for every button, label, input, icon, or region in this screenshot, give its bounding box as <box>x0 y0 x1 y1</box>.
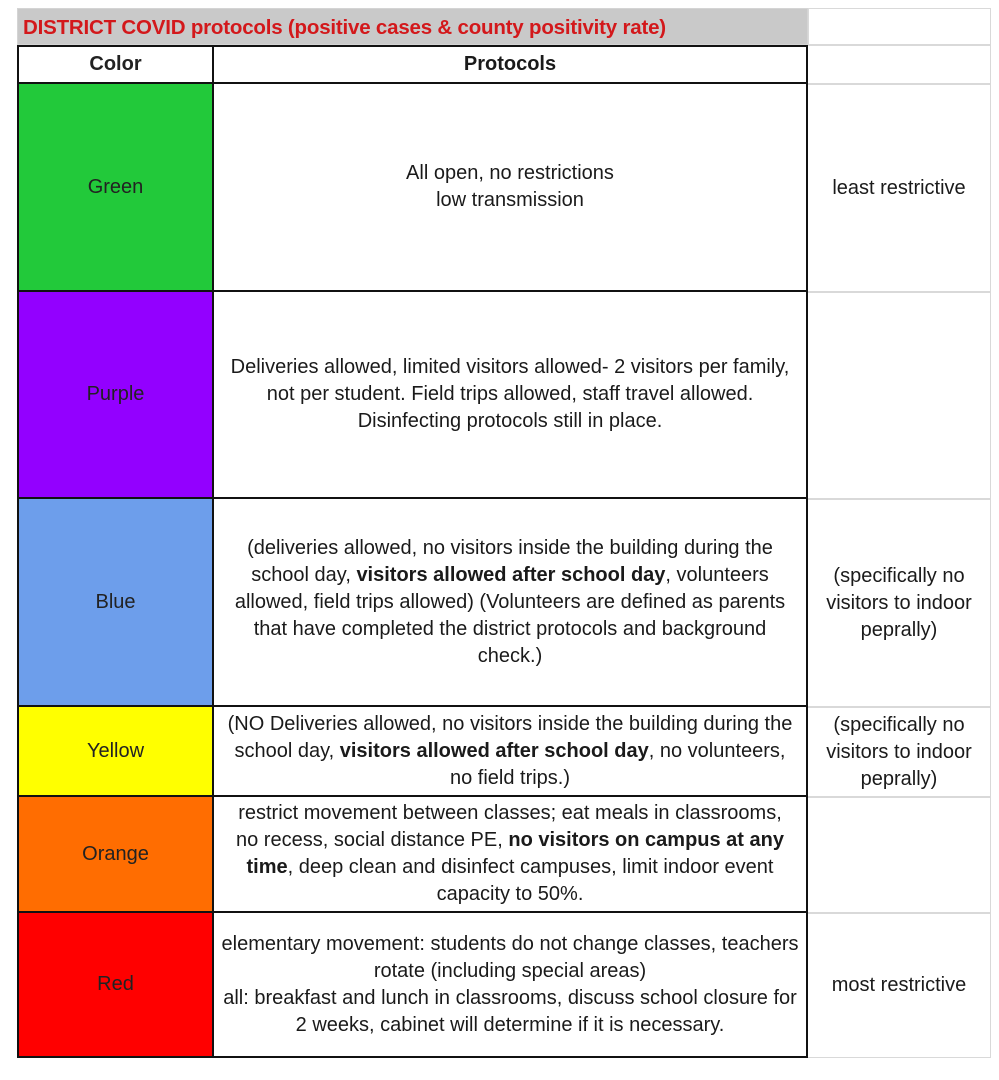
color-cell <box>19 292 214 497</box>
table-row-purple <box>17 292 991 499</box>
color-cell <box>19 707 214 795</box>
protocol-text <box>220 931 800 1039</box>
protocol-line: All open, no restrictions <box>406 162 614 184</box>
restriction-note: (specifically no visitors to indoor peprally) <box>826 564 972 641</box>
note-cell <box>808 707 991 797</box>
table-row-yellow <box>17 707 991 797</box>
note-cell <box>808 499 991 707</box>
color-name: Blue <box>95 590 136 613</box>
protocol-line: all: breakfast and lunch in classrooms, discuss school closure for 2 weeks, cabinet will determine if it is necessary. <box>223 986 797 1036</box>
empty-cell <box>808 8 991 45</box>
color-name: Purple <box>86 383 145 405</box>
color-cell <box>19 84 214 290</box>
empty-cell <box>808 45 991 84</box>
color-name: Orange <box>82 842 149 865</box>
header-color: Color <box>19 47 214 82</box>
protocol-emphasis: visitors allowed after school day <box>339 739 649 762</box>
protocol-fragment: , deep clean and disinfect campuses, limit indoor event capacity to 50%. <box>287 856 774 905</box>
restriction-note: most restrictive <box>831 974 967 996</box>
color-cell <box>19 499 214 705</box>
protocol-fragment: (NO Deliveries allowed, no visitors inside the building during the school day, <box>227 712 793 762</box>
table-row-red <box>17 913 991 1058</box>
protocol-fragment: , no volunteers, no field trips.) <box>449 739 786 789</box>
table-row-blue <box>17 499 991 707</box>
note-cell <box>808 292 991 499</box>
protocol-emphasis: no visitors on campus at any time <box>246 829 784 878</box>
protocol-text <box>220 354 800 435</box>
header-protocols: Protocols <box>463 53 557 75</box>
protocol-cell <box>214 84 806 290</box>
color-cell <box>19 797 214 911</box>
protocol-cell <box>214 707 806 795</box>
header-row <box>17 45 991 84</box>
note-cell <box>808 913 991 1058</box>
note-cell <box>808 797 991 913</box>
protocol-line: elementary movement: students do not change classes, teachers rotate (including special areas) <box>221 932 799 982</box>
protocol-cell <box>214 499 806 705</box>
color-cell <box>19 913 214 1056</box>
table-row-green <box>17 84 991 292</box>
restriction-note: (specifically no visitors to indoor peprally) <box>826 713 972 790</box>
note-cell <box>808 84 991 292</box>
table-title: DISTRICT COVID protocols (positive cases & county positivity rate) <box>17 8 808 45</box>
protocol-text <box>225 535 795 670</box>
restriction-note: least restrictive <box>832 176 966 199</box>
title-row <box>17 8 991 45</box>
protocol-fragment: (deliveries allowed, no visitors inside the building during the school day, <box>247 536 773 586</box>
color-name: Green <box>87 175 144 198</box>
protocol-line: low transmission <box>436 189 584 211</box>
color-name: Red <box>97 973 134 995</box>
protocol-text <box>225 711 795 792</box>
protocol-cell <box>214 292 806 497</box>
protocol-fragment: restrict movement between classes; eat meals in classrooms, no recess, social distance PE, <box>236 802 782 851</box>
protocol-fragment: , volunteers allowed, field trips allowed) (Volunteers are defined as parents that have completed the district protocols and background check.) <box>234 563 786 667</box>
protocol-emphasis: visitors allowed after school day <box>356 563 666 586</box>
table-row-orange <box>17 797 991 913</box>
protocol-cell <box>214 797 806 911</box>
protocol-cell <box>214 913 806 1056</box>
protocol-fragment: Deliveries allowed, limited visitors allowed- 2 visitors per family, not per student. Field trips allowed, staff travel allowed. Disinfecting protocols still in place. <box>230 356 790 432</box>
protocol-text <box>406 160 614 214</box>
protocol-text <box>230 800 790 908</box>
color-name: Yellow <box>86 739 145 762</box>
protocols-table <box>17 8 991 1058</box>
